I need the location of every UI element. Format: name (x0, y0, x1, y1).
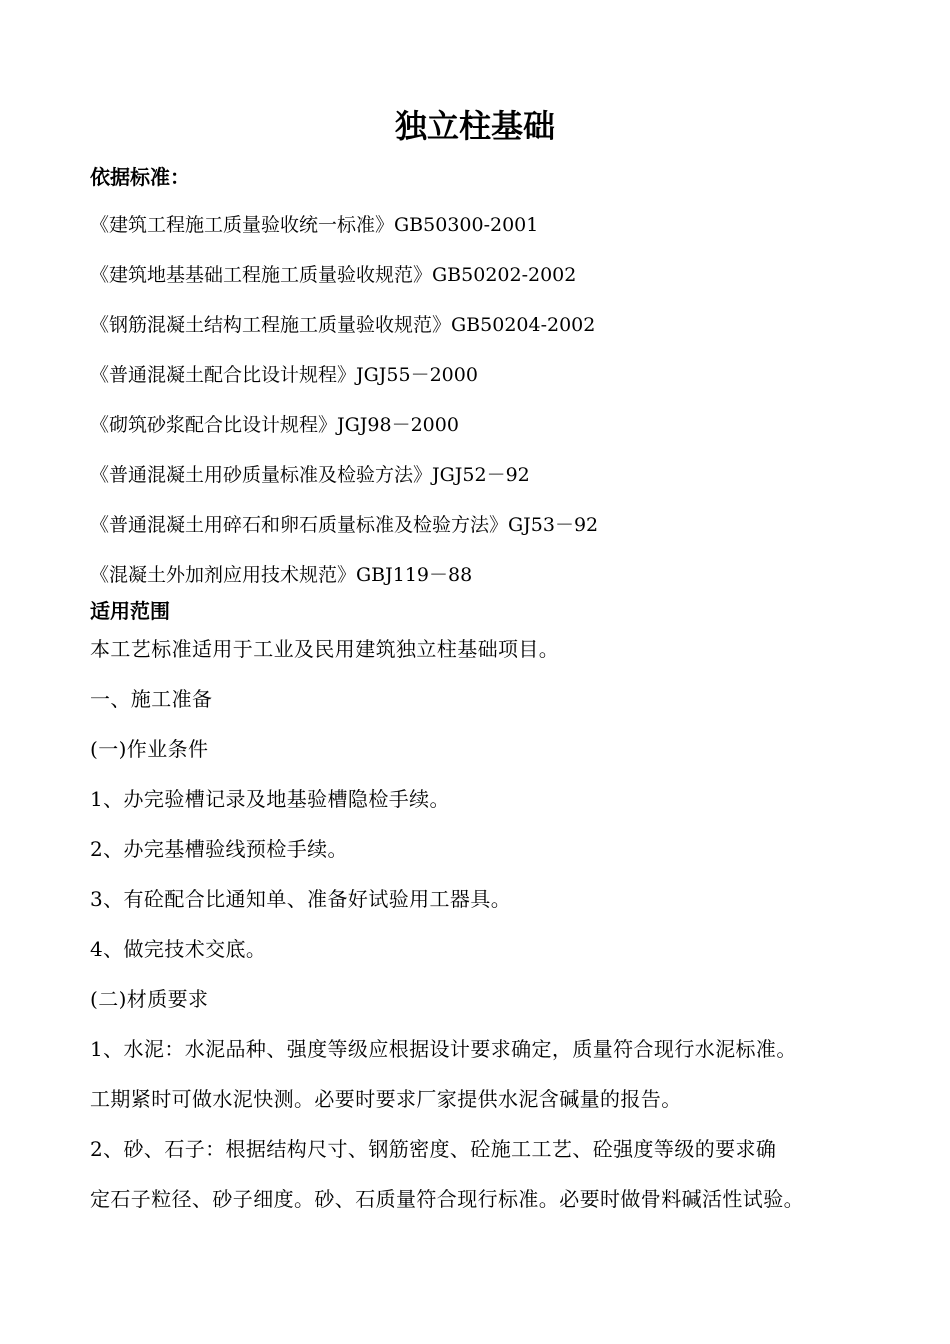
standard-item: 《普通混凝土用碎石和卵石质量标准及检验方法》GJ53－92 (90, 514, 599, 536)
scope-heading: 适用范围 (90, 599, 170, 623)
material-text: 工期紧时可做水泥快测。必要时要求厂家提供水泥含碱量的报告。 (90, 1087, 682, 1111)
condition-item: 3、有砼配合比通知单、准备好试验用工器具。 (90, 887, 512, 911)
standard-item: 《钢筋混凝土结构工程施工质量验收规范》GB50204-2002 (90, 314, 596, 336)
standard-item: 《普通混凝土配合比设计规程》JGJ55－2000 (90, 364, 478, 386)
material-text: 2、砂、石子：根据结构尺寸、钢筋密度、砼施工工艺、砼强度等级的要求确 (90, 1137, 777, 1161)
material-text: 1、水泥：水泥品种、强度等级应根据设计要求确定，质量符合现行水泥标准。 (90, 1037, 797, 1061)
subsection-heading: (二)材质要求 (90, 987, 209, 1011)
standard-item: 《混凝土外加剂应用技术规范》GBJ119－88 (90, 564, 473, 586)
condition-item: 4、做完技术交底。 (90, 937, 267, 961)
document-title: 独立柱基础 (394, 107, 555, 145)
scope-text: 本工艺标准适用于工业及民用建筑独立柱基础项目。 (90, 637, 560, 661)
standard-item: 《普通混凝土用砂质量标准及检验方法》JGJ52－92 (90, 464, 530, 486)
subsection-heading: (一)作业条件 (90, 737, 209, 761)
material-text: 定石子粒径、砂子细度。砂、石质量符合现行标准。必要时做骨料碱活性试验。 (90, 1187, 804, 1211)
standard-item: 《砌筑砂浆配合比设计规程》JGJ98－2000 (90, 414, 459, 436)
condition-item: 2、办完基槽验线预检手续。 (90, 837, 348, 861)
standard-item: 《建筑地基基础工程施工质量验收规范》GB50202-2002 (90, 264, 577, 286)
basis-heading: 依据标准： (90, 165, 190, 189)
section-heading: 一、施工准备 (90, 687, 213, 711)
condition-item: 1、办完验槽记录及地基验槽隐检手续。 (90, 787, 450, 811)
standard-item: 《建筑工程施工质量验收统一标准》GB50300-2001 (90, 214, 539, 236)
